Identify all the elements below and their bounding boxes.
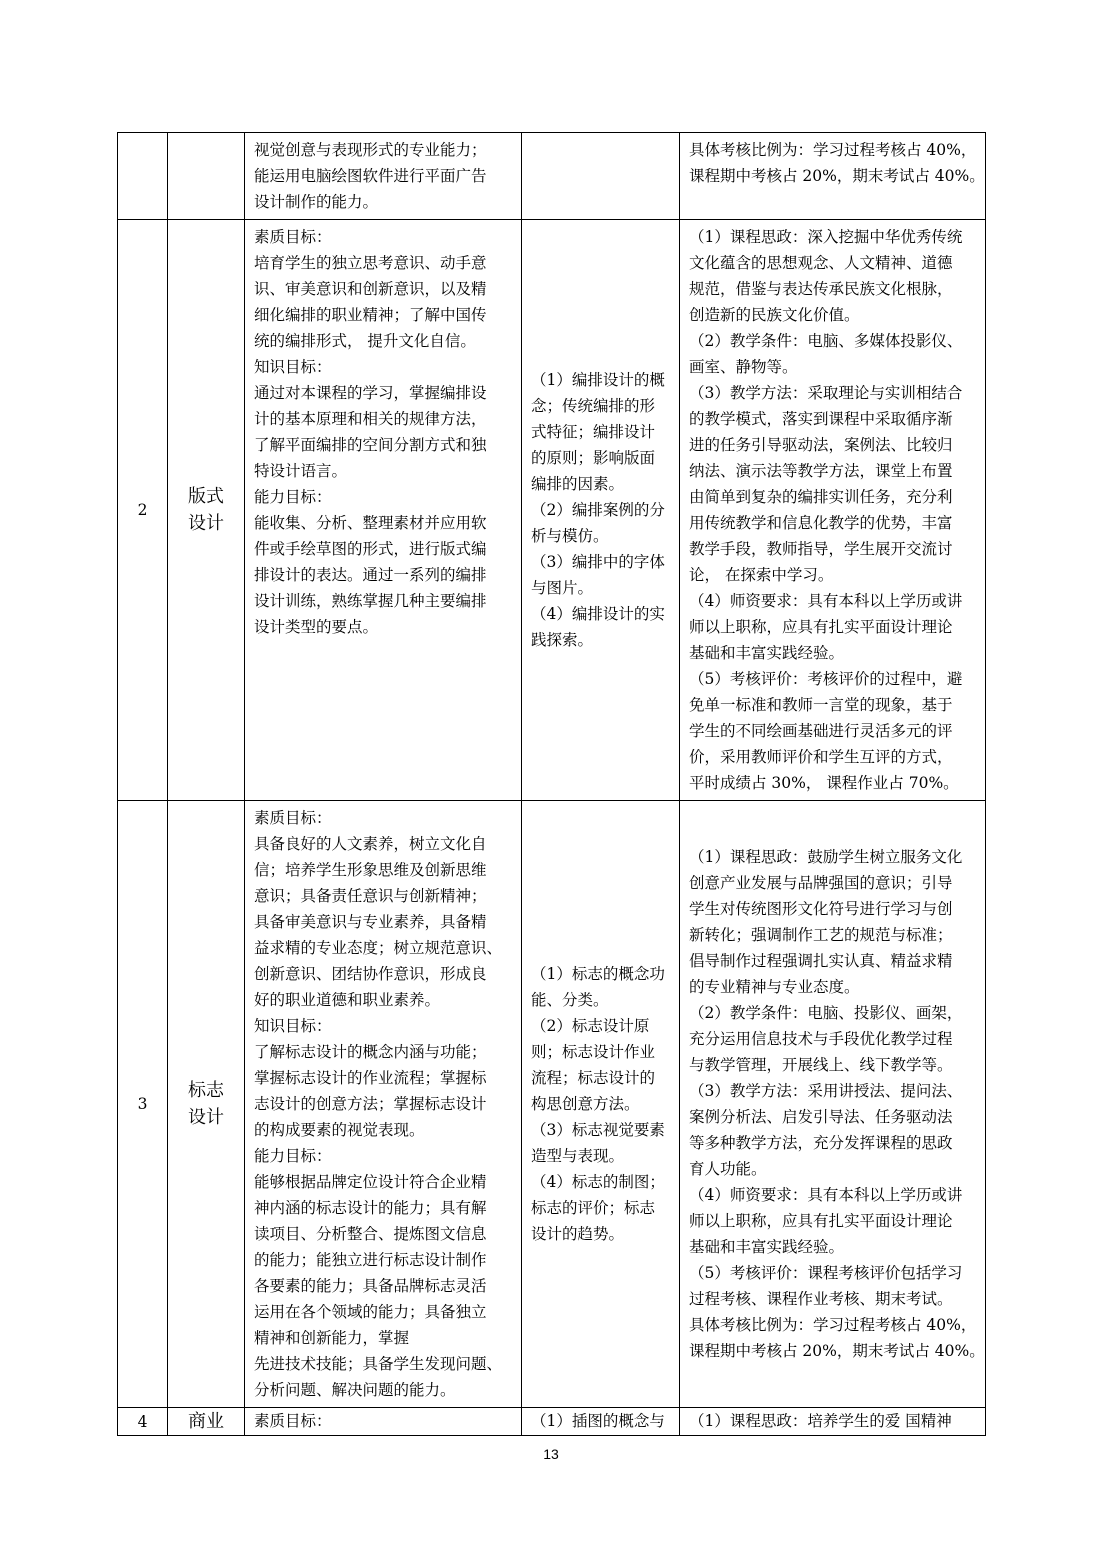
course-name-line: 版式: [188, 486, 224, 507]
course-goals-line: 素质目标：: [254, 228, 332, 246]
course-content-line: （2）编排案例的分: [531, 501, 665, 519]
course-content-line: 标志的评价；标志: [531, 1199, 656, 1217]
course-goals-line: 能运用电脑绘图软件进行平面广告: [254, 167, 487, 185]
course-requirements-line: （2）教学条件：电脑、多媒体投影仪、: [689, 332, 963, 350]
course-requirements-line: 课程期中考核占 20%，期末考试占 40%。: [689, 1342, 985, 1360]
course-goals-line: 特设计语言。: [254, 462, 348, 480]
course-requirements: [680, 1408, 986, 1436]
course-goals-line: 创新意识、团结协作意识，形成良: [254, 965, 487, 983]
table-row: [118, 1408, 986, 1436]
course-content-line: 式特征；编排设计: [531, 423, 656, 441]
course-goals-line: 通过对本课程的学习，掌握编排设: [254, 384, 487, 402]
course-goals-line: 的构成要素的视觉表现。: [254, 1121, 425, 1139]
course-requirements-line: （5）考核评价：课程考核评价包括学习: [689, 1264, 963, 1282]
course-requirements-line: 倡导制作过程强调扎实认真、精益求精: [689, 952, 953, 970]
course-requirements-line: 规范，借鉴与表达传承民族文化根脉，: [689, 280, 953, 298]
course-name-line: 标志: [188, 1080, 224, 1101]
course-requirements-line: 用传统教学和信息化教学的优势，丰富: [689, 514, 953, 532]
row-number: 2: [118, 220, 168, 801]
course-goals-line: 先进技术技能；具备学生发现问题、: [254, 1355, 503, 1373]
course-requirements-line: 由简单到复杂的编排实训任务，充分利: [689, 488, 953, 506]
course-goals-line: 排设计的表达。通过一系列的编排: [254, 566, 487, 584]
course-requirements-line: 免单一标准和教师一言堂的现象，基于: [689, 696, 953, 714]
course-requirements-line: 师以上职称，应具有扎实平面设计理论: [689, 618, 953, 636]
course-requirements-line: 价，采用教师评价和学生互评的方式，: [689, 748, 953, 766]
course-goals-line: 运用在各个领域的能力；具备独立: [254, 1303, 487, 1321]
course-requirements: [680, 220, 986, 801]
course-content: [522, 133, 680, 220]
row-number: [118, 133, 168, 220]
course-content: [522, 801, 680, 1408]
course-goals: [245, 133, 522, 220]
course-table: [117, 132, 986, 1436]
course-requirements-line: （2）教学条件：电脑、投影仪、画架，: [689, 1004, 963, 1022]
course-requirements-line: 的专业精神与专业态度。: [689, 978, 860, 996]
course-goals-line: 神内涵的标志设计的能力；具有解: [254, 1199, 487, 1217]
course-goals-line: 具备审美意识与专业素养，具备精: [254, 913, 487, 931]
course-requirements-line: 基础和丰富实践经验。: [689, 644, 845, 662]
course-goals-line: 信；培养学生形象思维及创新思维: [254, 861, 487, 879]
table-row: [118, 801, 986, 1408]
page-number: 13: [543, 1446, 559, 1462]
course-goals-line: 设计制作的能力。: [254, 193, 379, 211]
course-goals-line: 具备良好的人文素养，树立文化自: [254, 835, 487, 853]
course-content-line: （2）标志设计原: [531, 1017, 650, 1035]
course-requirements-line: （1）课程思政：鼓励学生树立服务文化: [689, 848, 963, 866]
course-goals-line: 视觉创意与表现形式的专业能力；: [254, 141, 487, 159]
course-requirements-line: （3）教学方法：采取理论与实训相结合: [689, 384, 963, 402]
course-goals-line: 识、审美意识和创新意识，以及精: [254, 280, 487, 298]
course-goals-line: 统的编排形式， 提升文化自信。: [254, 332, 476, 350]
course-goals-line: 了解标志设计的概念内涵与功能；: [254, 1043, 487, 1061]
course-name-line: 设计: [188, 1107, 224, 1128]
course-goals-line: 素质目标：: [254, 809, 332, 827]
course-goals-line: 设计类型的要点。: [254, 618, 379, 636]
course-goals-line: 件或手绘草图的形式，进行版式编: [254, 540, 487, 558]
course-requirements-line: 师以上职称，应具有扎实平面设计理论: [689, 1212, 953, 1230]
course-content-line: 析与模仿。: [531, 527, 609, 545]
table-row: [118, 220, 986, 801]
course-requirements-line: 纳法、演示法等教学方法，课堂上布置: [689, 462, 953, 480]
course-content-line: 的原则；影响版面: [531, 449, 656, 467]
course-goals-line: 知识目标：: [254, 358, 332, 376]
course-goals-line: 了解平面编排的空间分割方式和独: [254, 436, 487, 454]
course-requirements-line: 课程期中考核占 20%，期末考试占 40%。: [689, 167, 985, 185]
course-goals-line: 精神和创新能力，掌握: [254, 1329, 410, 1347]
course-requirements-line: 新转化；强调制作工艺的规范与标准；: [689, 926, 953, 944]
course-goals-line: 志设计的创意方法；掌握标志设计: [254, 1095, 487, 1113]
course-goals-line: 计的基本原理和相关的规律方法，: [254, 410, 487, 428]
course-goals-line: 益求精的专业态度；树立规范意识、: [254, 939, 503, 957]
course-content-line: 与图片。: [531, 579, 594, 597]
course-goals-line: 的能力；能独立进行标志设计制作: [254, 1251, 487, 1269]
course-goals: [245, 801, 522, 1408]
course-name: [168, 801, 245, 1408]
course-goals-line: 知识目标：: [254, 1017, 332, 1035]
course-content-line: 编排的因素。: [531, 475, 625, 493]
course-goals: [245, 1408, 522, 1436]
course-requirements-line: 进的任务引导驱动法，案例法、比较归: [689, 436, 953, 454]
course-requirements-line: 具体考核比例为：学习过程考核占 40%，: [689, 141, 977, 159]
course-goals-line: 分析问题、解决问题的能力。: [254, 1381, 456, 1399]
course-requirements-line: （5）考核评价：考核评价的过程中，避: [689, 670, 963, 688]
course-requirements-line: 充分运用信息技术与手段优化教学过程: [689, 1030, 953, 1048]
course-requirements-line: 学生的不同绘画基础进行灵活多元的评: [689, 722, 953, 740]
course-content-line: （4）编排设计的实: [531, 605, 665, 623]
course-requirements-line: （1）课程思政：深入挖掘中华优秀传统: [689, 228, 963, 246]
course-content-line: 念；传统编排的形: [531, 397, 656, 415]
course-content-line: （1）编排设计的概: [531, 371, 665, 389]
course-content-line: 践探索。: [531, 631, 594, 649]
course-requirements-line: （3）教学方法：采用讲授法、提问法、: [689, 1082, 963, 1100]
course-content-line: 构思创意方法。: [531, 1095, 640, 1113]
course-goals-line: 读项目、分析整合、提炼图文信息: [254, 1225, 487, 1243]
course-content-line: （3）编排中的字体: [531, 553, 665, 571]
course-name-line: 商业: [188, 1411, 224, 1432]
course-requirements-line: 案例分析法、启发引导法、任务驱动法: [689, 1108, 953, 1126]
course-requirements-line: 育人功能。: [689, 1160, 767, 1178]
course-name: [168, 133, 245, 220]
row-number: 4: [118, 1408, 168, 1436]
course-content-line: 流程；标志设计的: [531, 1069, 656, 1087]
course-goals-line: 细化编排的职业精神；了解中国传: [254, 306, 487, 324]
course-requirements-line: 文化蕴含的思想观念、人文精神、道德: [689, 254, 953, 272]
course-requirements-line: （4）师资要求：具有本科以上学历或讲: [689, 1186, 963, 1204]
course-content: [522, 220, 680, 801]
course-requirements: [680, 801, 986, 1408]
course-goals-line: 素质目标：: [254, 1412, 332, 1430]
course-requirements-line: 基础和丰富实践经验。: [689, 1238, 845, 1256]
course-goals-line: 意识；具备责任意识与创新精神；: [254, 887, 487, 905]
course-content-line: （4）标志的制图；: [531, 1173, 665, 1191]
course-goals-line: 掌握标志设计的作业流程；掌握标: [254, 1069, 487, 1087]
course-name-line: 设计: [188, 513, 224, 534]
course-content-line: （3）标志视觉要素: [531, 1121, 665, 1139]
course-requirements-line: 的教学模式，落实到课程中采取循序渐: [689, 410, 953, 428]
course-goals-line: 各要素的能力；具备品牌标志灵活: [254, 1277, 487, 1295]
course-requirements-line: 论， 在探索中学习。: [689, 566, 834, 584]
course-goals-line: 能够根据品牌定位设计符合企业精: [254, 1173, 487, 1191]
course-content-line: （1）标志的概念功: [531, 965, 665, 983]
row-number: 3: [118, 801, 168, 1408]
course-requirements-line: 具体考核比例为：学习过程考核占 40%，: [689, 1316, 977, 1334]
course-requirements-line: 创意产业发展与品牌强国的意识；引导: [689, 874, 953, 892]
course-goals-line: 能收集、分析、整理素材并应用软: [254, 514, 487, 532]
course-requirements-line: 学生对传统图形文化符号进行学习与创: [689, 900, 953, 918]
course-requirements-line: （1）课程思政：培养学生的爱 国精神: [689, 1412, 952, 1430]
course-requirements-line: 画室、静物等。: [689, 358, 798, 376]
course-requirements-line: （4）师资要求：具有本科以上学历或讲: [689, 592, 963, 610]
course-requirements-line: 过程考核、课程作业考核、期末考试。: [689, 1290, 953, 1308]
table-row: [118, 133, 986, 220]
course-name: [168, 1408, 245, 1436]
course-name: [168, 220, 245, 801]
course-content-line: 能、分类。: [531, 991, 609, 1009]
course-content-line: 设计的趋势。: [531, 1225, 625, 1243]
course-goals-line: 能力目标：: [254, 488, 332, 506]
course-content-line: （1）插图的概念与: [531, 1412, 665, 1430]
course-content-line: 则；标志设计作业: [531, 1043, 656, 1061]
course-goals-line: 好的职业道德和职业素养。: [254, 991, 441, 1009]
course-requirements-line: 与教学管理，开展线上、线下教学等。: [689, 1056, 953, 1074]
course-goals-line: 培育学生的独立思考意识、动手意: [254, 254, 487, 272]
course-requirements-line: 教学手段，教师指导，学生展开交流讨: [689, 540, 953, 558]
course-requirements-line: 创造新的民族文化价值。: [689, 306, 860, 324]
course-content-line: 造型与表现。: [531, 1147, 625, 1165]
course-requirements-line: 平时成绩占 30%， 课程作业占 70%。: [689, 774, 959, 792]
course-requirements: [680, 133, 986, 220]
course-goals-line: 能力目标：: [254, 1147, 332, 1165]
course-goals: [245, 220, 522, 801]
course-requirements-line: 等多种教学方法，充分发挥课程的思政: [689, 1134, 953, 1152]
course-content: [522, 1408, 680, 1436]
course-goals-line: 设计训练，熟练掌握几种主要编排: [254, 592, 487, 610]
